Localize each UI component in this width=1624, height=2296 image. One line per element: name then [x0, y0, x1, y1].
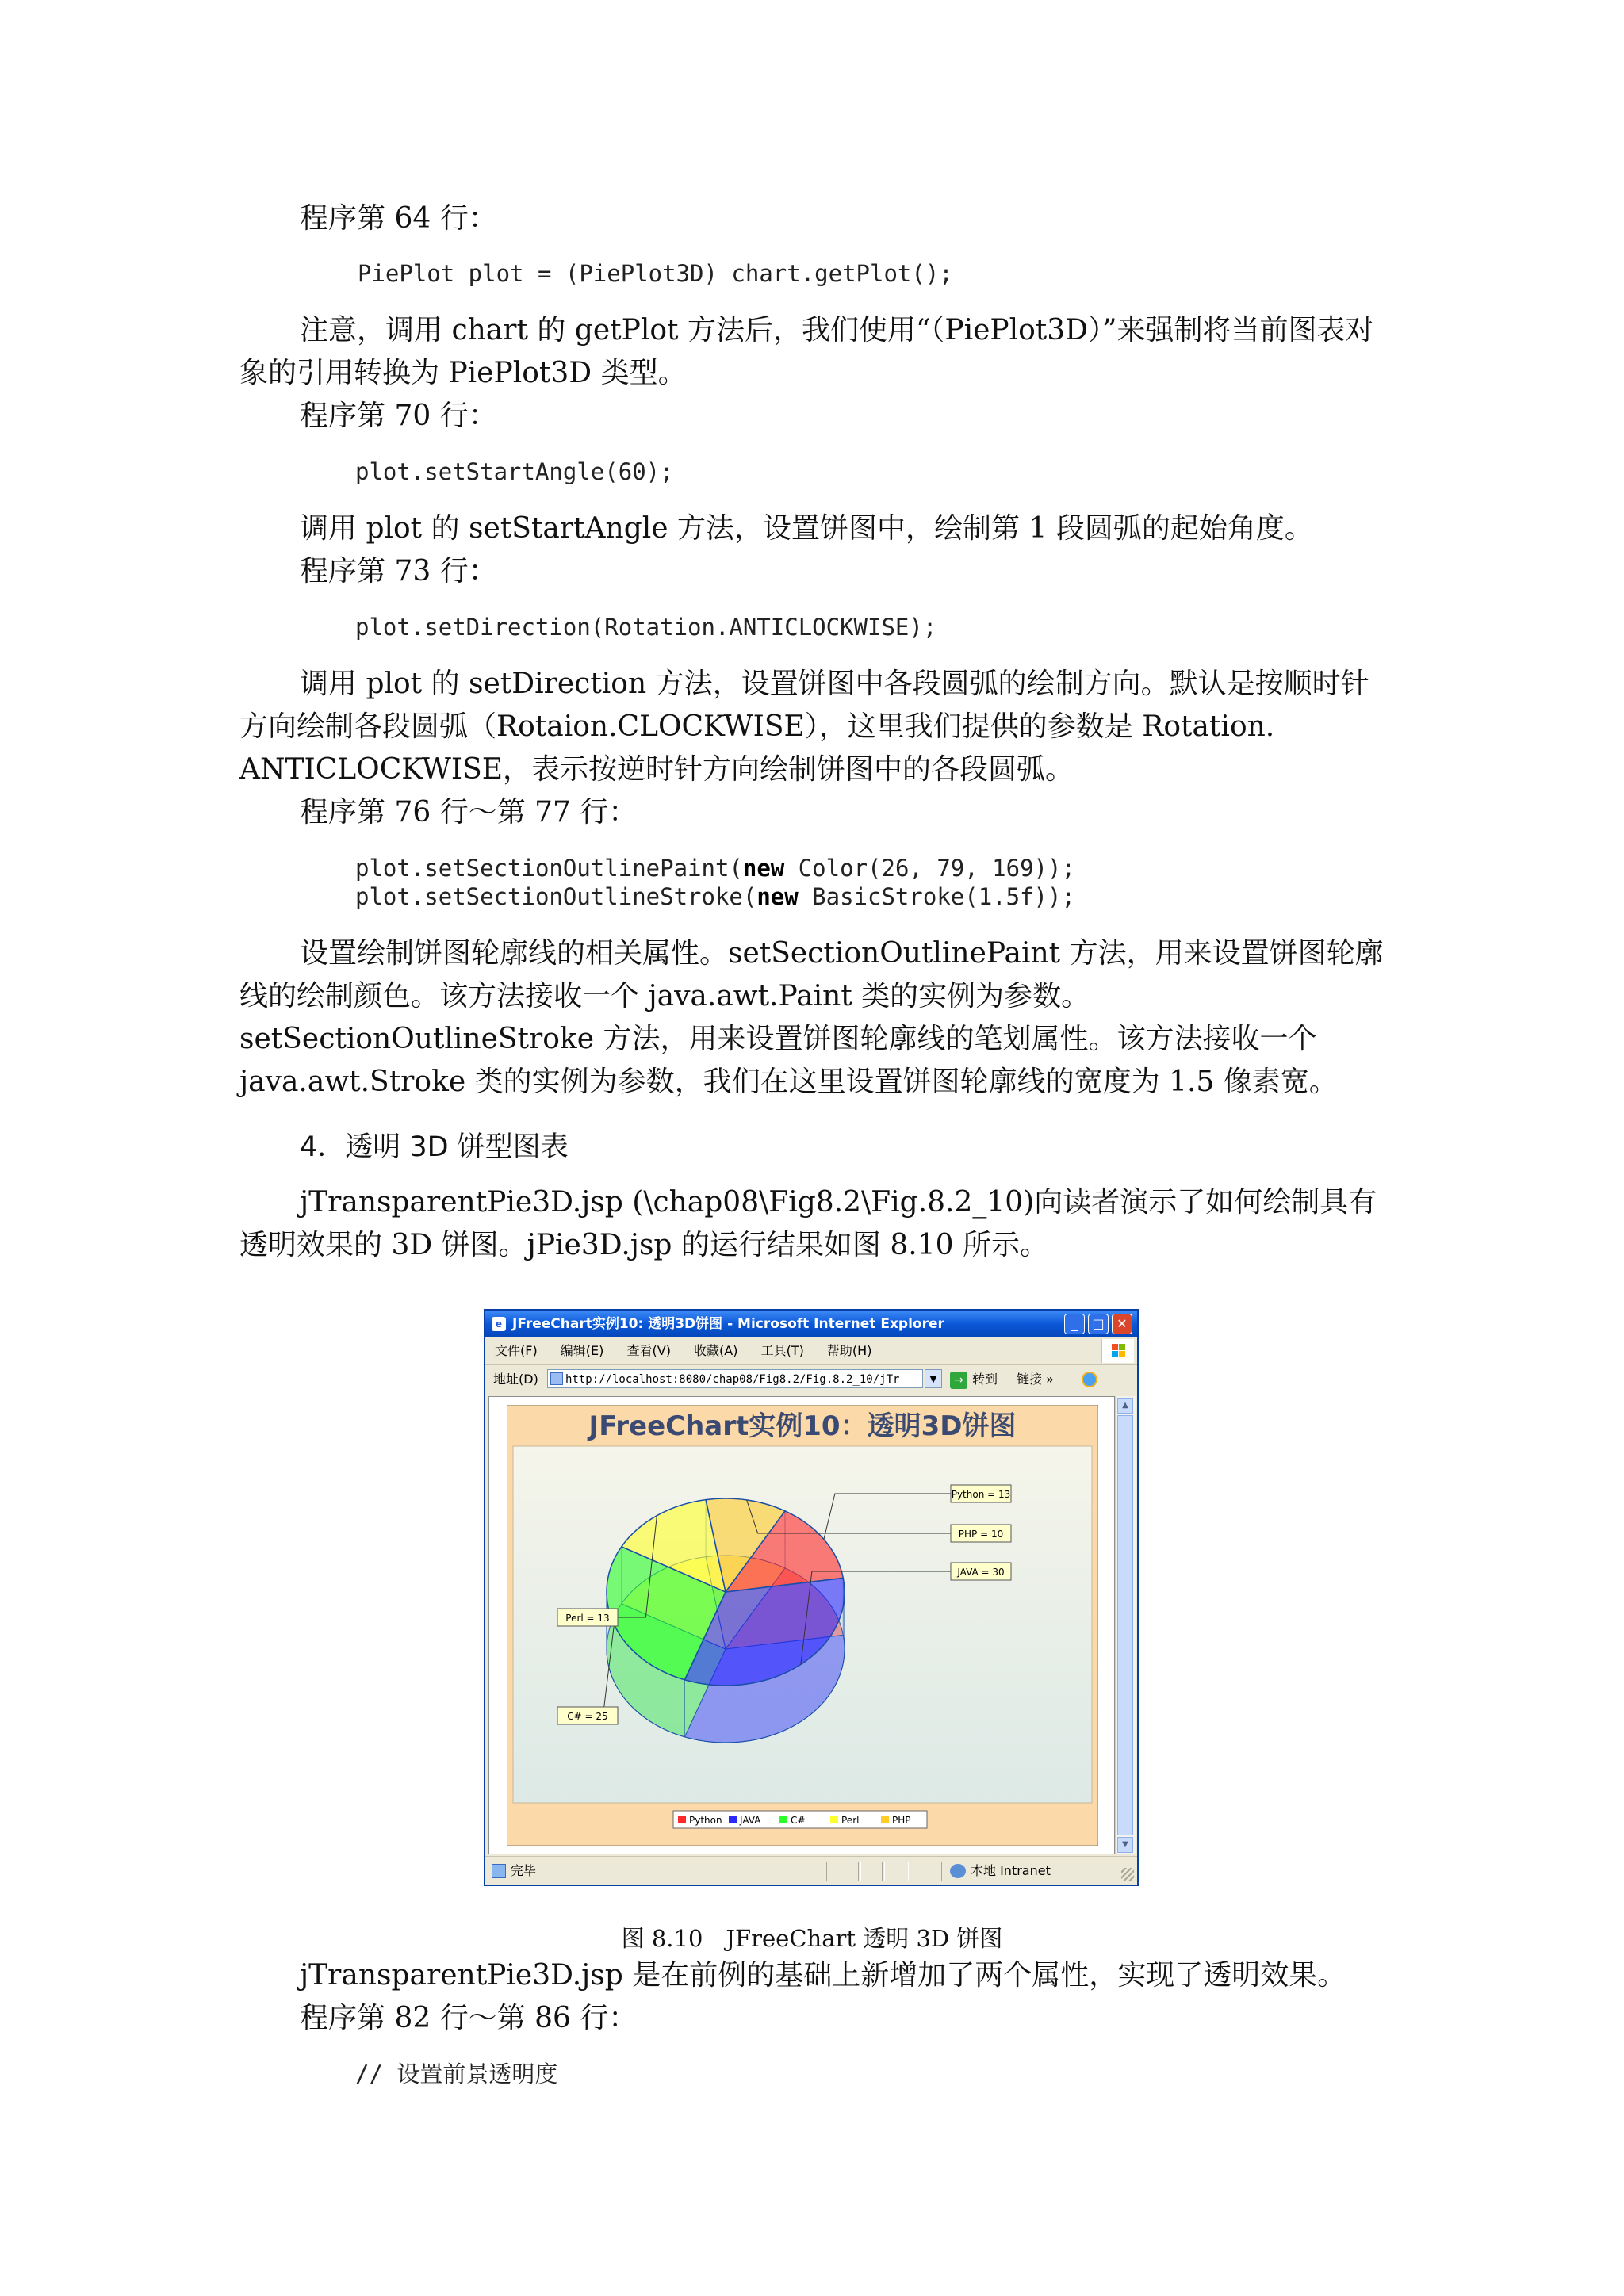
paragraph: 设置绘制饼图轮廓线的相关属性。setSectionOutlinePaint 方法，用来设置饼图轮廓线的绘制颜色。该方法接收一个 java.awt.Paint 类的实例为参数。setSectionOutlineStroke 方法，用来设置饼图轮廓线的笔划属性。该方法接收一个 java.awt.Stroke 类的实例为参数，我们在这里设置饼图轮廓线的宽度为 1.5 像素宽。: [239, 937, 1384, 1098]
status-divider: [941, 1862, 944, 1881]
scroll-up-icon[interactable]: ▲: [1117, 1398, 1133, 1414]
legend-item: JAVA: [740, 1815, 761, 1826]
paragraph: jTransparentPie3D.jsp (\chap08\Fig8.2\Fig.8.2_10)向读者演示了如何绘制具有透明效果的 3D 饼图。jPie3D.jsp 的运行结果如图 8.10 所示。: [239, 1186, 1377, 1261]
paragraph: 注意，调用 chart 的 getPlot 方法后，我们使用“（PiePlot3D）”来强制将当前图表对象的引用转换为 PiePlot3D 类型。: [239, 314, 1374, 389]
address-bar: [485, 1364, 1137, 1395]
legend-swatch: [881, 1816, 889, 1823]
paragraph: 调用 plot 的 setDirection 方法，设置饼图中各段圆弧的绘制方向。默认是按顺时针方向绘制各段圆弧（Rotaion.CLOCKWISE），这里我们提供的参数是 Rotation. ANTICLOCKWISE，表示按逆时针方向绘制饼图中的各段圆弧。: [239, 668, 1369, 786]
address-label: 地址(D): [493, 1372, 538, 1387]
figure-caption: 图 8.10 JFreeChart 透明 3D 饼图: [621, 1925, 1003, 1952]
status-divider: [826, 1862, 829, 1881]
status-text: 完毕: [511, 1863, 537, 1878]
intranet-zone-icon: [950, 1864, 966, 1878]
menu-tools[interactable]: 工具(T): [760, 1343, 804, 1358]
maximize-button[interactable]: □: [1088, 1314, 1109, 1334]
legend-item: Python: [689, 1815, 722, 1826]
browser-window: [484, 1309, 1139, 1886]
legend-item: C#: [791, 1815, 806, 1826]
chart-title: JFreeChart实例10：透明3D饼图: [588, 1410, 1017, 1442]
menu-edit[interactable]: 编辑(E): [560, 1343, 604, 1358]
menu-favorites[interactable]: 收藏(A): [694, 1343, 738, 1358]
code-line: PiePlot plot = (PiePlot3D) chart.getPlot();: [358, 260, 953, 287]
page-content: [488, 1396, 1115, 1854]
address-dropdown-icon[interactable]: ▼: [925, 1369, 942, 1388]
menu-file[interactable]: 文件(F): [495, 1343, 538, 1358]
section-heading: 4．透明 3D 饼型图表: [300, 1131, 569, 1163]
code-line: plot.setStartAngle(60);: [355, 458, 674, 485]
legend-swatch: [729, 1816, 737, 1823]
ie-icon: e: [492, 1317, 506, 1331]
legend-swatch: [779, 1816, 787, 1823]
paragraph: jTransparentPie3D.jsp 是在前例的基础上新增加了两个属性，实现了透明效果。: [300, 1959, 1346, 1992]
paragraph: 程序第 76 行～第 77 行：: [300, 796, 638, 828]
menu-help[interactable]: 帮助(H): [826, 1343, 872, 1358]
pie-chart: [507, 1405, 1098, 1846]
paragraph: 程序第 70 行：: [300, 400, 497, 432]
code-line: // 设置前景透明度: [355, 2061, 558, 2087]
page-done-icon: [492, 1864, 506, 1878]
code-line: plot.setDirection(Rotation.ANTICLOCKWISE);: [355, 614, 937, 641]
status-divider: [882, 1862, 885, 1881]
slice-label: C# = 25: [567, 1711, 608, 1722]
paragraph: 程序第 64 行：: [300, 202, 497, 235]
page-icon: [550, 1372, 563, 1385]
go-arrow-icon: →: [950, 1372, 967, 1389]
title-bar: [485, 1311, 1137, 1337]
code-block: plot.setSectionOutlinePaint(new Color(26, 79, 169)); plot.setSectionOutlineStroke(new BasicStroke(1.5f));: [355, 855, 1075, 910]
window-title: JFreeChart实例10: 透明3D饼图 - Microsoft Internet Explorer: [512, 1316, 944, 1332]
legend-item: Perl: [841, 1815, 860, 1826]
slice-label: Python = 13: [951, 1489, 1011, 1500]
menu-bar: [485, 1337, 1137, 1365]
ie-toolbar-icon[interactable]: [1082, 1372, 1097, 1387]
paragraph: 程序第 73 行：: [300, 555, 497, 587]
status-divider: [858, 1862, 861, 1881]
menu-view[interactable]: 查看(V): [626, 1343, 671, 1358]
slice-label: Perl = 13: [565, 1613, 610, 1624]
legend-swatch: [830, 1816, 838, 1823]
resize-grip[interactable]: [1121, 1868, 1134, 1881]
close-button[interactable]: ✕: [1112, 1314, 1132, 1334]
legend-swatch: [678, 1816, 686, 1823]
minimize-button[interactable]: _: [1064, 1314, 1085, 1334]
scroll-thumb[interactable]: [1117, 1415, 1133, 1835]
legend-item: PHP: [892, 1815, 911, 1826]
vertical-scrollbar[interactable]: [1115, 1396, 1136, 1854]
status-bar: [485, 1856, 1137, 1885]
go-button[interactable]: → 转到: [950, 1364, 998, 1395]
slice-label: PHP = 10: [958, 1529, 1004, 1540]
slice-label: JAVA = 30: [957, 1567, 1005, 1578]
status-divider: [906, 1862, 909, 1881]
scroll-down-icon[interactable]: ▼: [1117, 1837, 1133, 1853]
paragraph: 程序第 82 行～第 86 行：: [300, 2002, 638, 2034]
address-input[interactable]: http://localhost:8080/chap08/Fig8.2/Fig.8.2_10/jTr: [547, 1369, 923, 1388]
zone-text: 本地 Intranet: [971, 1863, 1051, 1878]
paragraph: 调用 plot 的 setStartAngle 方法，设置饼图中，绘制第 1 段圆弧的起始角度。: [300, 512, 1313, 545]
windows-logo-icon: [1101, 1339, 1134, 1363]
links-button[interactable]: 链接 »: [1017, 1372, 1054, 1387]
